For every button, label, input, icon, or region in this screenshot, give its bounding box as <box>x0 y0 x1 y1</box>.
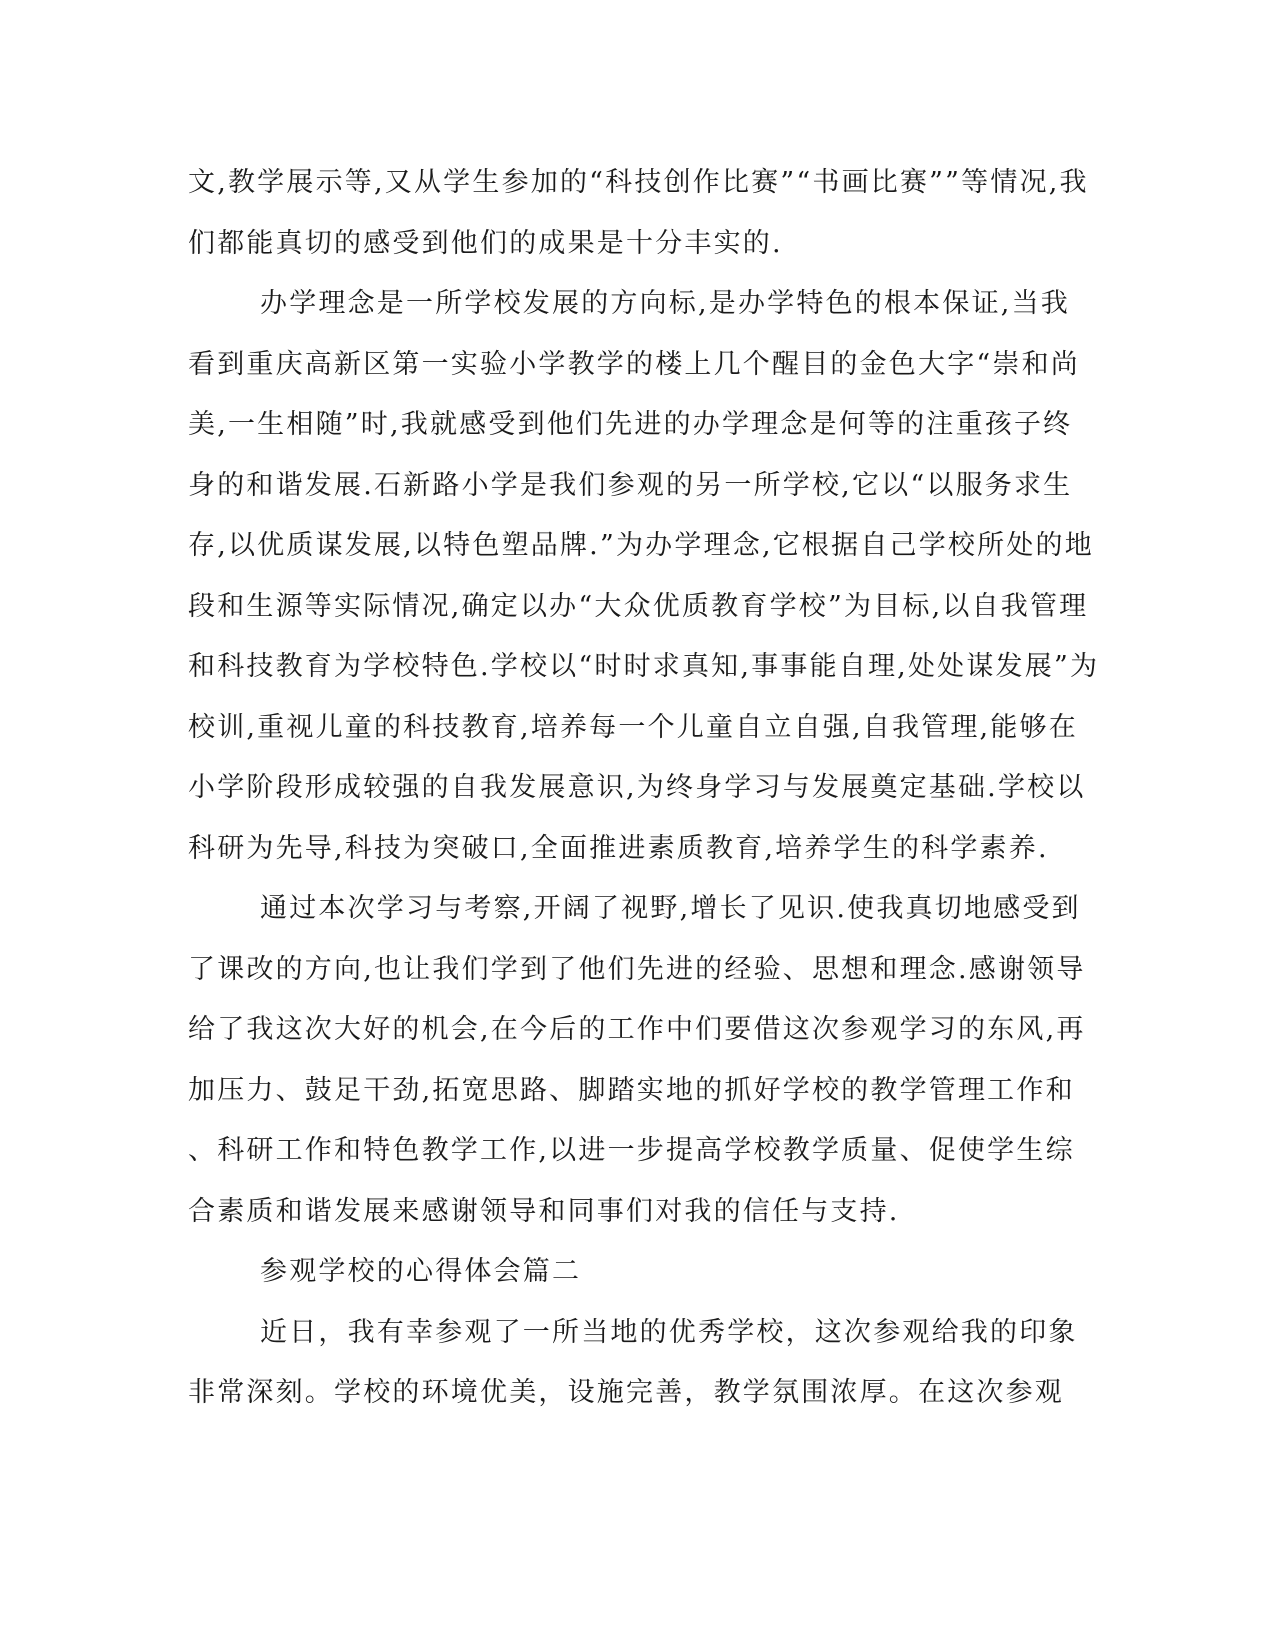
text-line: 和科技教育为学校特色.学校以“时时求真知,事事能自理,处处谋发展”为 <box>188 651 1100 682</box>
paragraph-start-line: 近日，我有幸参观了一所当地的优秀学校，这次参观给我的印象 <box>260 1316 1078 1348</box>
section-heading: 参观学校的心得体会篇二 <box>260 1256 582 1287</box>
text-line: 身的和谐发展.石新路小学是我们参观的另一所学校,它以“以服务求生 <box>188 469 1073 501</box>
text-line: 们都能真切的感受到他们的成果是十分丰实的. <box>188 227 783 259</box>
paragraph-start-line: 办学理念是一所学校发展的方向标,是办学特色的根本保证,当我 <box>260 288 1070 319</box>
text-line: 、科研工作和特色教学工作,以进一步提高学校教学质量、促使学生综 <box>188 1135 1075 1166</box>
text-line: 非常深刻。学校的环境优美，设施完善，教学氛围浓厚。在这次参观 <box>188 1377 1064 1408</box>
text-line: 了课改的方向,也让我们学到了他们先进的经验、思想和理念.感谢领导 <box>188 953 1086 985</box>
text-line: 加压力、鼓足干劲,拓宽思路、脚踏实地的抓好学校的教学管理工作和 <box>188 1074 1075 1106</box>
text-line: 文,教学展示等,又从学生参加的“科技创作比赛”“书画比赛””等情况,我 <box>188 167 1089 198</box>
paragraph-start-line: 通过本次学习与考察,开阔了视野,增长了见识.使我真切地感受到 <box>260 893 1081 924</box>
text-line: 小学阶段形成较强的自我发展意识,为终身学习与发展奠定基础.学校以 <box>188 772 1086 803</box>
text-line: 存,以优质谋发展,以特色塑品牌.”为办学理念,它根据自己学校所处的地 <box>188 530 1094 561</box>
document-body <box>188 153 1100 1424</box>
text-line: 合素质和谐发展来感谢领导和同事们对我的信任与支持. <box>188 1195 900 1227</box>
text-line: 美,一生相随”时,我就感受到他们先进的办学理念是何等的注重孩子终 <box>188 409 1073 440</box>
text-line: 校训,重视儿童的科技教育,培养每一个儿童自立自强,自我管理,能够在 <box>188 711 1078 743</box>
text-line: 看到重庆高新区第一实验小学教学的楼上几个醒目的金色大字“崇和尚 <box>188 348 1081 380</box>
text-line: 科研为先导,科技为突破口,全面推进素质教育,培养学生的科学素养. <box>188 832 1049 864</box>
text-line: 段和生源等实际情况,确定以办“大众优质教育学校”为目标,以自我管理 <box>188 590 1089 622</box>
text-line: 给了我这次大好的机会,在今后的工作中们要借这次参观学习的东风,再 <box>188 1014 1086 1045</box>
